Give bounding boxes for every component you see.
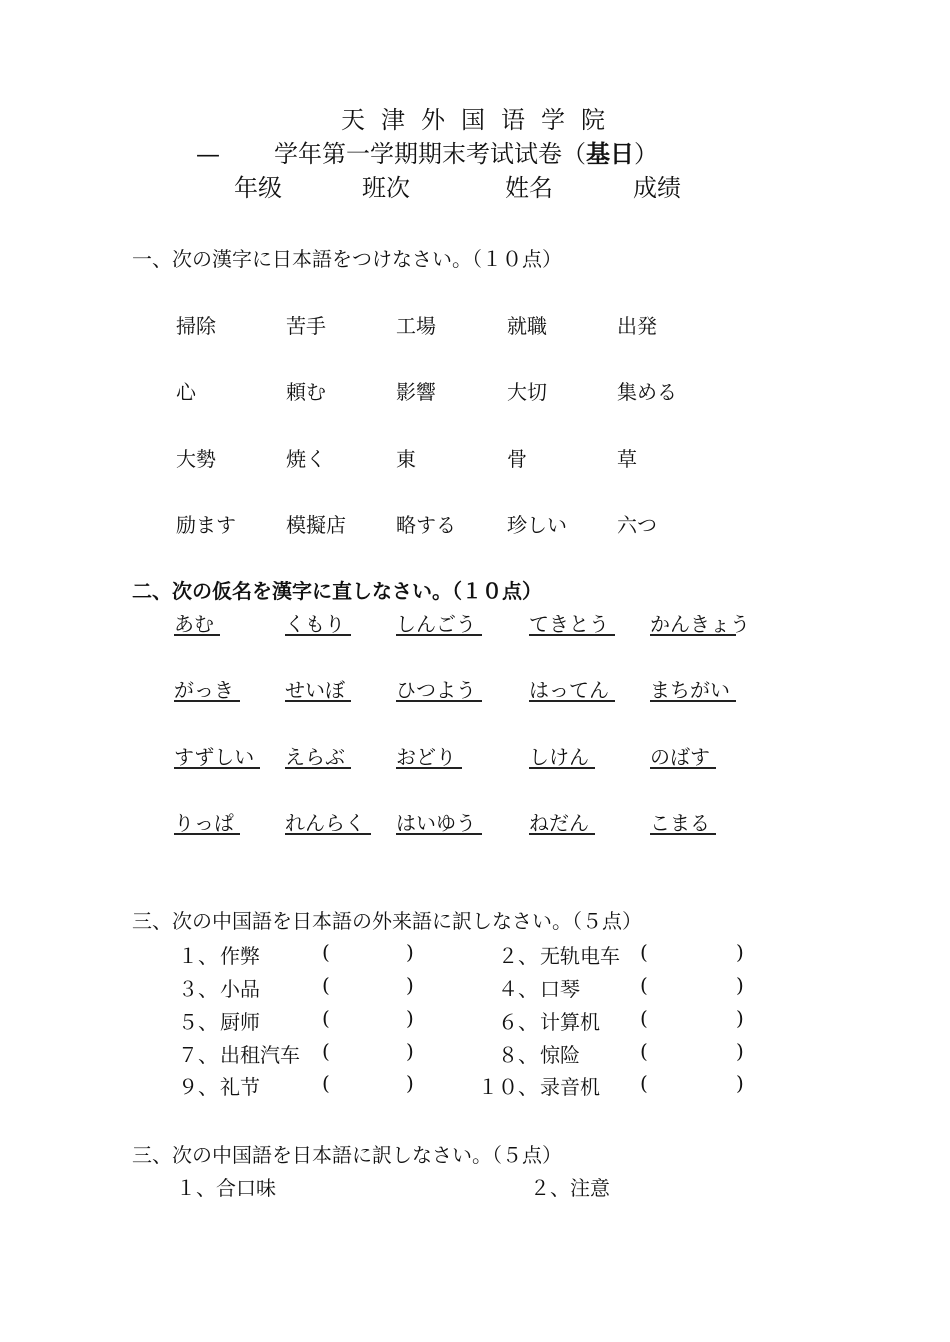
year-blank-dash: —	[196, 140, 220, 168]
answer-underline	[529, 676, 615, 702]
answer-paren-open: (	[322, 1071, 330, 1095]
item-number: ９、	[178, 1075, 218, 1099]
answer-underline	[529, 610, 615, 636]
item-word: 惊险	[540, 1043, 580, 1067]
item-number: ５、	[178, 1010, 218, 1034]
field-class: 班次	[362, 174, 410, 202]
exam-tag: 基日	[586, 139, 634, 168]
kanji-word: 影響	[396, 380, 436, 404]
answer-paren-close: )	[736, 1006, 744, 1030]
answer-paren-close: )	[736, 940, 744, 964]
item-word: 礼节	[220, 1075, 260, 1099]
kanji-word: 大勢	[176, 447, 216, 471]
kana-word: えらぶ	[285, 745, 345, 769]
answer-paren-open: (	[640, 1006, 648, 1030]
kanji-word: 焼く	[286, 447, 326, 471]
item-number: １０、	[478, 1075, 538, 1099]
answer-underline	[174, 809, 240, 835]
item-word: 小品	[220, 977, 260, 1001]
section1-title: 一、次の漢字に日本語をつけなさい。（１０点）	[132, 247, 562, 271]
answer-paren-close: )	[736, 973, 744, 997]
kana-word: ひつよう	[396, 678, 476, 702]
item-word: 出租汽车	[220, 1043, 300, 1067]
answer-paren-open: (	[322, 1039, 330, 1063]
answer-underline	[396, 809, 482, 835]
answer-underline	[285, 809, 371, 835]
item-word: 计算机	[540, 1010, 600, 1034]
kana-word: あむ	[174, 612, 214, 636]
answer-paren-open: (	[640, 973, 648, 997]
section4-item: ２、注意	[530, 1176, 610, 1200]
kana-word: ねだん	[529, 811, 589, 835]
item-number: ２、	[498, 944, 538, 968]
item-number: １、	[178, 944, 218, 968]
field-name: 姓名	[505, 174, 553, 202]
kanji-word: 大切	[507, 380, 547, 404]
kana-word: りっぱ	[174, 811, 234, 835]
kanji-word: 就職	[507, 314, 547, 338]
answer-underline	[396, 676, 482, 702]
answer-underline	[174, 676, 240, 702]
kanji-word: 珍しい	[507, 513, 567, 537]
kanji-word: 略する	[396, 513, 456, 537]
kana-word: まちがい	[650, 678, 730, 702]
answer-paren-open: (	[640, 1039, 648, 1063]
answer-underline	[650, 743, 716, 769]
kanji-word: 励ます	[176, 513, 236, 537]
kana-word: すずしい	[174, 745, 255, 769]
item-number: ６、	[498, 1010, 538, 1034]
exam-title: — 学年第一学期期末考试试卷（基日）	[196, 139, 658, 168]
section4-item: １、合口味	[176, 1176, 276, 1200]
answer-underline	[396, 610, 482, 636]
field-score: 成绩	[633, 174, 681, 202]
answer-paren-close: )	[736, 1039, 744, 1063]
answer-paren-close: )	[406, 973, 414, 997]
kanji-word: 六つ	[617, 513, 657, 537]
answer-paren-open: (	[322, 973, 330, 997]
kana-word: しんごう	[396, 612, 476, 636]
answer-paren-close: )	[406, 1006, 414, 1030]
exam-name: 学年第一学期期末考试试卷	[274, 140, 562, 168]
answer-paren-close: )	[736, 1071, 744, 1095]
answer-underline	[285, 610, 351, 636]
answer-paren-open: (	[322, 1006, 330, 1030]
answer-underline	[529, 809, 595, 835]
item-word: 口琴	[540, 977, 580, 1001]
answer-paren-close: )	[406, 1071, 414, 1095]
kana-word: おどり	[396, 745, 456, 769]
answer-underline	[285, 676, 351, 702]
item-number: ３、	[178, 977, 218, 1001]
kana-word: くもり	[285, 612, 345, 636]
kana-word: しけん	[529, 745, 589, 769]
kanji-word: 草	[617, 447, 637, 471]
answer-underline	[174, 743, 260, 769]
item-word: 作弊	[220, 944, 260, 968]
item-word: 录音机	[540, 1075, 600, 1099]
kana-word: のばす	[650, 745, 710, 769]
answer-paren-close: )	[406, 1039, 414, 1063]
item-number: ８、	[498, 1043, 538, 1067]
kanji-word: 骨	[507, 447, 527, 471]
answer-underline	[650, 809, 716, 835]
item-number: ７、	[178, 1043, 218, 1067]
kana-word: こまる	[650, 811, 710, 835]
kanji-word: 出発	[617, 314, 657, 338]
kana-word: れんらく	[285, 811, 365, 835]
answer-underline	[650, 676, 736, 702]
answer-underline	[396, 743, 462, 769]
kana-word: かんきょう	[650, 612, 750, 636]
answer-underline	[174, 610, 220, 636]
kana-word: がっき	[174, 678, 234, 702]
kanji-word: 模擬店	[286, 513, 346, 537]
section3-title: 三、次の中国語を日本語の外来語に訳しなさい。（５点）	[132, 909, 642, 933]
item-number: ４、	[498, 977, 538, 1001]
school-name: 天津外国语学院	[341, 106, 621, 134]
answer-paren-close: )	[406, 940, 414, 964]
kanji-word: 工場	[396, 314, 436, 338]
kanji-word: 集める	[617, 380, 677, 404]
section2-title: 二、次の仮名を漢字に直しなさい。（１０点）	[132, 579, 542, 603]
kana-word: はってん	[529, 678, 609, 702]
answer-paren-open: (	[640, 1071, 648, 1095]
answer-underline	[529, 743, 595, 769]
answer-paren-open: (	[640, 940, 648, 964]
answer-underline	[285, 743, 351, 769]
field-grade: 年级	[234, 174, 282, 202]
answer-underline	[650, 610, 736, 636]
item-word: 无轨电车	[540, 944, 620, 968]
kana-word: てきとう	[529, 612, 609, 636]
kanji-word: 苦手	[286, 314, 326, 338]
kanji-word: 掃除	[176, 314, 216, 338]
kanji-word: 東	[396, 447, 416, 471]
section4-title: 三、次の中国語を日本語に訳しなさい。（５点）	[132, 1143, 562, 1167]
kanji-word: 頼む	[286, 380, 326, 404]
item-word: 厨师	[220, 1010, 260, 1034]
kanji-word: 心	[176, 380, 196, 404]
kana-word: せいぼ	[285, 678, 345, 702]
answer-paren-open: (	[322, 940, 330, 964]
kana-word: はいゆう	[396, 811, 476, 835]
